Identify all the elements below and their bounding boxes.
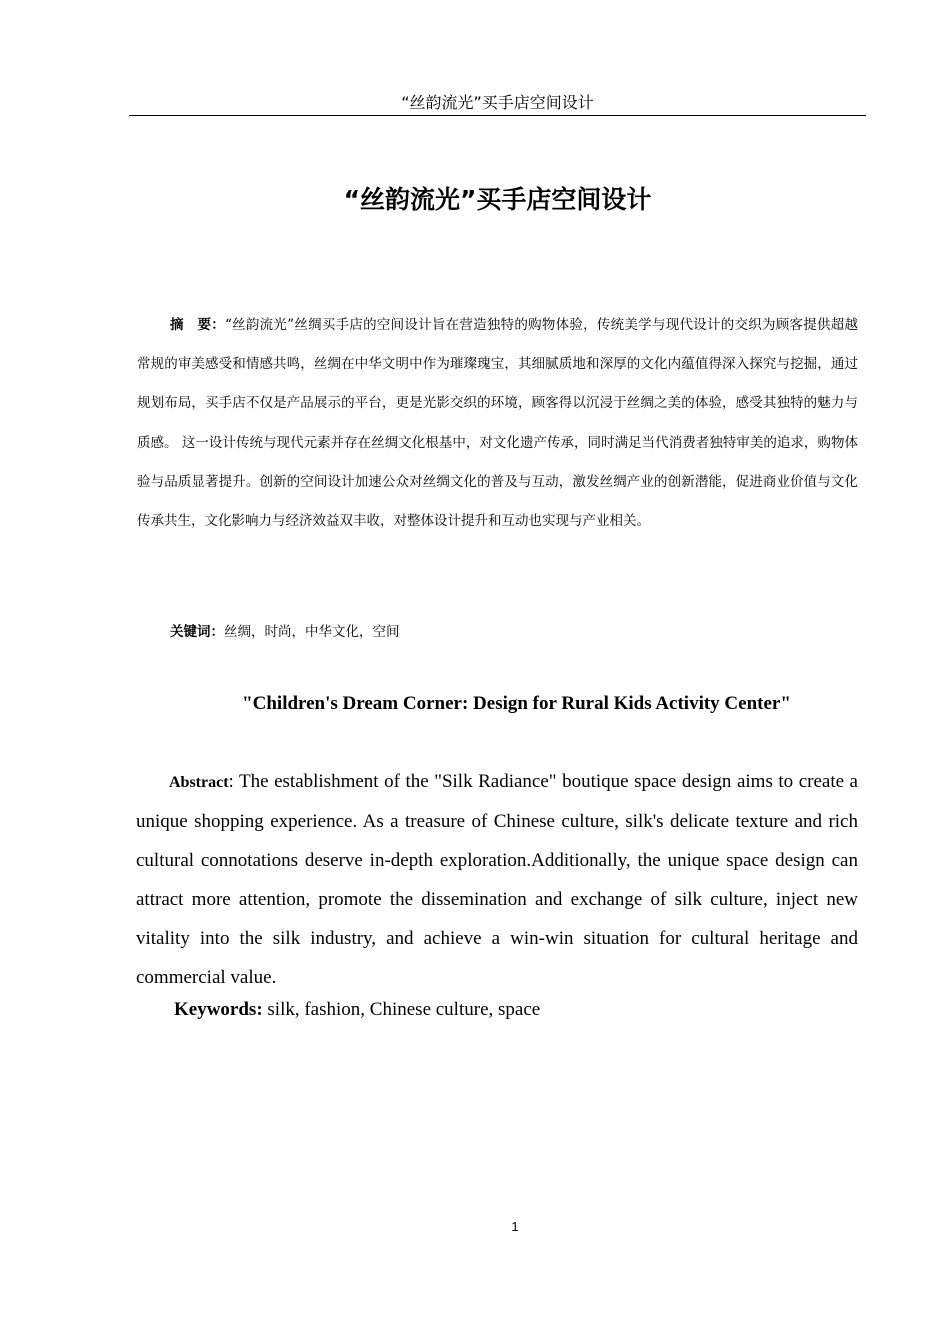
english-abstract-label: Abstract	[169, 774, 229, 791]
english-title: "Children's Dream Corner: Design for Rural Kids Activity Center"	[242, 693, 791, 714]
english-keywords-label: Keywords:	[174, 999, 263, 1020]
header-rule	[129, 115, 866, 116]
chinese-keywords-text: 丝绸，时尚，中华文化，空间	[224, 624, 400, 640]
english-keywords	[174, 996, 540, 1024]
chinese-abstract	[137, 306, 858, 541]
english-keywords-text: silk, fashion, Chinese culture, space	[262, 999, 541, 1020]
page-title: “丝韵流光”买手店空间设计	[343, 185, 652, 214]
english-abstract-text: : The establishment of the "Silk Radiance" boutique space design aims to create a unique shopping experience. As a treasure of Chinese culture, silk's delicate texture and rich cultural connotations deserve in-depth exploration.Additionally, the unique space design can attract more attention, promote the dissemination and exchange of silk culture, inject new vitality into the silk industry, and achieve a win-win situation for cultural heritage and commercial value.	[136, 771, 858, 988]
english-abstract	[136, 762, 858, 997]
running-header: “丝韵流光”买手店空间设计	[401, 93, 594, 112]
chinese-abstract-text: “丝韵流光”丝绸买手店的空间设计旨在营造独特的购物体验，传统美学与现代设计的交织为顾客提供超越常规的审美感受和情感共鸣，丝绸在中华文明中作为璀璨瑰宝，其细腻质地和深厚的文化内蕴值得深入探究与挖掘，通过规划布局，买手店不仅是产品展示的平台，更是光影交织的环境，顾客得以沉浸于丝绸之美的体验，感受其独特的魅力与质感。 这一设计传统与现代元素并存在丝绸文化根基中，对文化遗产传承，同时满足当代消费者独特审美的追求，购物体验与品质显著提升。创新的空间设计加速公众对丝绸文化的普及与互动，激发丝绸产业的创新潜能，促进商业价值与文化传承共生，文化影响力与经济效益双丰收，对整体设计提升和互动也实现与产业相关。	[137, 317, 858, 530]
chinese-keywords-label: 关键词：	[170, 624, 224, 640]
chinese-keywords	[170, 620, 400, 644]
chinese-abstract-label: 摘 要：	[170, 317, 226, 333]
page-number: 1	[511, 1219, 519, 1234]
